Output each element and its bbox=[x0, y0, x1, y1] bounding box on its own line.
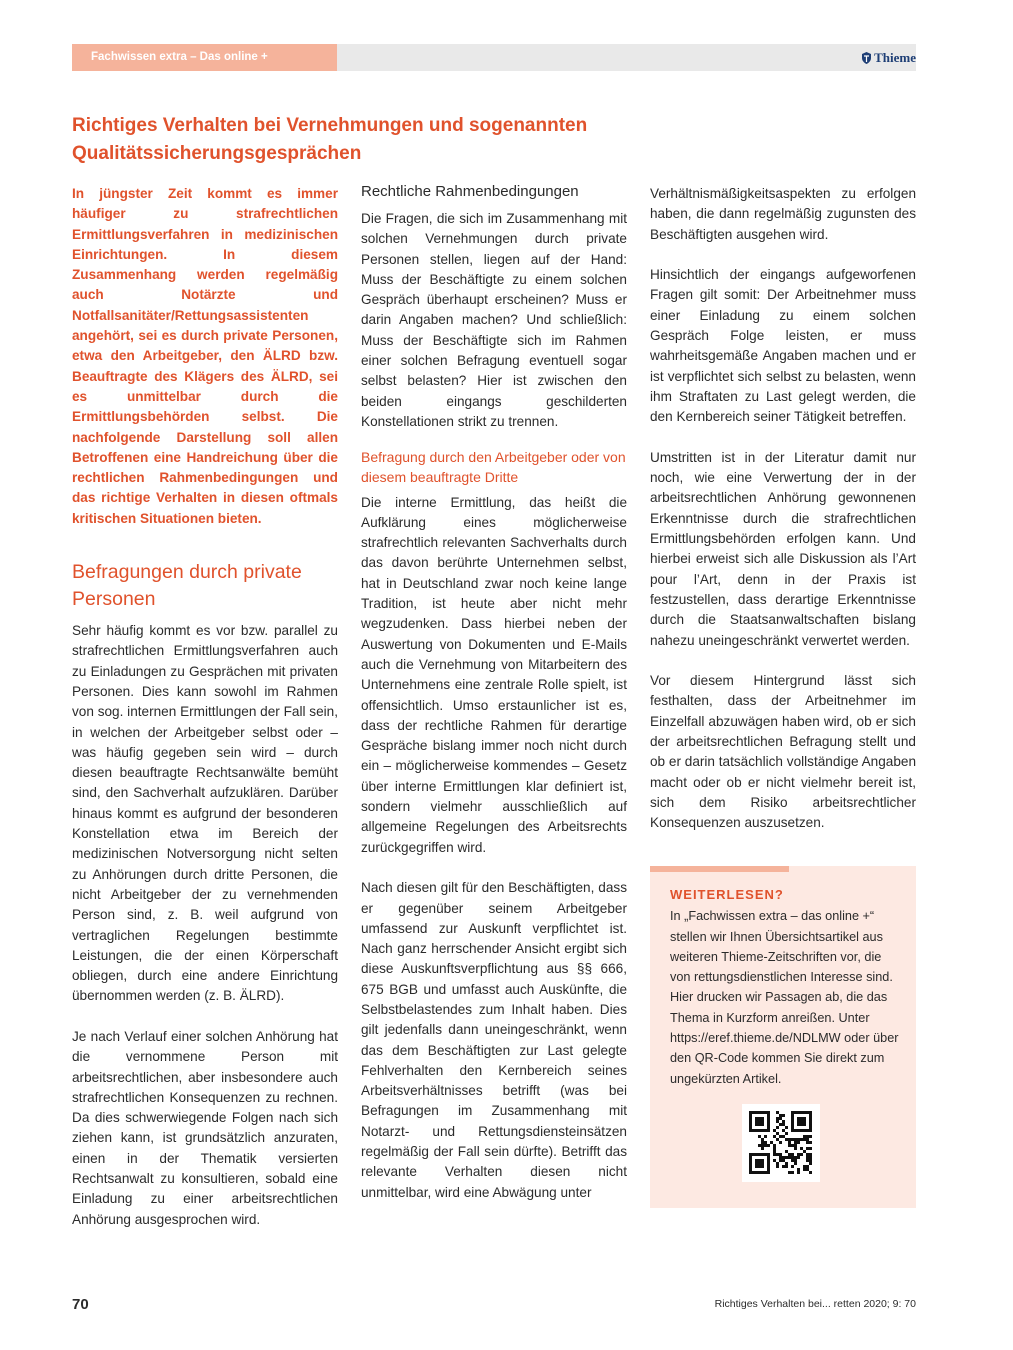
footer-citation: Richtiges Verhalten bei... retten 2020; 9: 70 bbox=[714, 1298, 916, 1310]
info-box-title: WEITERLESEN? bbox=[670, 887, 784, 902]
paragraph: Nach diesen gilt für den Beschäftigten, dass er gegenüber seinem Arbeitgeber umfassend zur Auskunft verpflichtet ist. Nach ganz herrschender Ansicht ergibt sich diese Auskunftsverpflichtung aus §§ 666, 675 BGB und umfasst auch Auskünfte, die Selbstbelastendes zum Inhalt haben. Dies gilt jedenfalls dann uneingeschränkt, wenn das dem Beschäftigten zur Last gelegte Fehlverhalten den Kernbereich seines Arbeitsverhältnisses betrifft (was bei Befragungen im Zusammenhang mit Notarzt- und Rettungsdiensteinsätzen regelmäßig der Fall sein dürfte). Betrifft das relevante Verhalten diesen nicht unmittelbar, wird eine Abwägung unter bbox=[361, 880, 627, 1200]
paragraph: Sehr häufig kommt es vor bzw. parallel zu strafrechtlichen Ermittlungsverfahren auch zu Einladungen zu Gesprächen mit privaten Personen. Dies kann sowohl im Rahmen von sog. internen Ermittlungen der Fall sein, in welchen der Arbeitgeber selbst oder – was häufig gegeben sein wird – durch diesen beauftragte Rechtsanwälte bemüht sind, den Sachverhalt aufzuklären. Darüber hinaus kommt es aufgrund der besonderen Konstellation etwa im Bereich der medizinischen Notversorgung nicht selten zu Anhörungen durch dritte Personen, die nicht Arbeitgeber der zu vernehmenden Person sind, z. B. weil aufgrund von vertraglichen Regelungen bestimmte Leistungen, die der einen Körperschaft obliegen, durch eine andere Einrichtung übernommen werden (z. B. ÄLRD). bbox=[72, 623, 338, 1004]
qr-code-icon[interactable] bbox=[742, 1104, 820, 1182]
column-3 bbox=[650, 184, 916, 854]
info-box-text: In „Fachwissen extra – das online +“ stellen wir Ihnen Übersichtsartikel aus weiteren Thieme-Zeitschriften vor, die von rettungsdienstlichen Interesse sind. Hier drucken wir Passagen ab, die das Thema in Kurzform anreißen. Unter https://eref.thieme.de/NDLMW oder über den QR-Code kommen Sie direkt zum ungekürzten Artikel. bbox=[670, 909, 899, 1086]
article-title: Richtiges Verhalten bei Vernehmungen und sogenannten Qualitätssicherungsgesprächen bbox=[72, 115, 588, 164]
page-number: 70 bbox=[72, 1296, 89, 1313]
subheading-arbeitgeber: Befragung durch den Arbeitgeber oder von diesem beauftragte Dritte bbox=[361, 448, 626, 485]
thieme-logo-icon bbox=[862, 52, 871, 64]
section-tag: Fachwissen extra – Das online + bbox=[72, 44, 337, 71]
paragraph: Die Fragen, die sich im Zusammenhang mit solchen Vernehmungen durch private Personen stellen, liegen auf der Hand: Muss der Beschäftigte zu einem solchen Gespräch überhaupt erscheinen? Muss er darin Angaben machen? Und schließlich: Muss der Beschäftigte sich im Rahmen einer solchen Befragung eventuell sogar selbst belasten? Hier ist zwischen den beiden eingangs geschilderten Konstellationen strikt zu trennen. bbox=[361, 211, 627, 429]
publisher-brand[interactable] bbox=[862, 44, 916, 71]
paragraph: Die interne Ermittlung, das heißt die Aufklärung eines möglicherweise strafrechtlich relevanten Sachverhalts durch das davon berührte Unternehmen selbst, hat in Deutschland zwar noch keine lange Tradition, ist heute aber nicht mehr wegzudenken. Dass hierbei neben der Auswertung von Dokumenten und E-Mails auch die Vernehmung von Mitarbeitern des Unternehmens eine zentrale Rolle spielt, ist offensichtlich. Umso erstaunlicher ist es, dass der rechtliche Rahmen für derartige Gespräche bislang immer noch nicht durch ein – möglicherweise kommendes – Gesetz über interne Ermittlungen klar definiert ist, sondern vielmehr ausschließlich auf allgemeine Regelungen des Arbeitsrechts zurückgegriffen wird. bbox=[361, 494, 627, 855]
info-box-content bbox=[670, 885, 900, 1089]
article-lead: In jüngster Zeit kommt es immer häufiger zu strafrechtlichen Ermittlungsverfahren in medizinischen Einrichtungen. In diesem Zusammenhang werden regelmäßig auch Notärzte und Notfallsanitäter/Rettungsassistenten angehört, sei es durch private Personen, etwa den Arbeitgeber, den ÄLRD bzw. Beauftragte des Klägers des ÄLRD, sei es unmittelbar durch die Ermittlungsbehörden selbst. Die nachfolgende Darstellung soll allen Betroffenen eine Handreichung über die rechtlichen Rahmenbedingungen und das richtige Verhalten in diesen oftmals kritischen Situationen bieten. bbox=[72, 186, 338, 526]
paragraph: Umstritten ist in der Literatur damit nur noch, wie eine Verwertung der in der arbeitsrechtlichen Anhörung gewonnenen Erkenntnisse durch die strafrechtlichen Ermittlungsbehörden erfolgen kann. Und hierbei erweist sich alle Diskussion als l’Art pour l’Art, denn in der Praxis ist festzustellen, dass derartige Erkenntnisse durch die Staatsanwaltschaften bislang nahezu uneingeschränkt verwertet werden. bbox=[650, 449, 916, 648]
column-1 bbox=[72, 184, 338, 1250]
paragraph: Vor diesem Hintergrund lässt sich festhalten, dass der Arbeitnehmer im Einzelfall abzuwägen haben wird, ob er sich der arbeitsrechtlichen Befragung stellt und ob er darin tatsächlich vollständige Angaben macht oder ob er nicht vielmehr bereit ist, sich dem Risiko arbeitsrechtlicher Konsequenzen auszusetzen. bbox=[650, 673, 917, 831]
section-heading-private: Befragungen durch private Personen bbox=[72, 561, 302, 611]
info-box-accent bbox=[650, 866, 789, 872]
column-2 bbox=[361, 184, 627, 1223]
brand-name: Thieme bbox=[874, 49, 916, 65]
paragraph: Hinsichtlich der eingangs aufgeworfenen Fragen gilt somit: Der Arbeitnehmer muss einer Einladung zu einem solchen Gespräch Folge leisten, er muss wahrheitsgemäße Angaben machen und er ist verpflichtet sich selbst zu belasten, wenn ihm Straftaten zu Last gelegt werden, die den Kernbereich seiner Tätigkeit betreffen. bbox=[650, 267, 916, 425]
paragraph: Je nach Verlauf einer solchen Anhörung hat die vernommene Person mit arbeitsrechtlichen, aber insbesondere auch strafrechtlichen Konsequenzen zu rechnen. Da dies schwerwiegende Folgen nach sich ziehen kann, ist grundsätzlich anzuraten, einen in der Thematik versierten Rechtsanwalt zu konsultieren, sobald eine Einladung zu einer arbeitsrechtlichen Anhörung ausgesprochen wird. bbox=[72, 1028, 338, 1227]
section-heading-rahmen: Rechtliche Rahmenbedingungen bbox=[361, 183, 579, 200]
paragraph: Verhältnismäßigkeitsaspekten zu erfolgen haben, die dann regelmäßig zugunsten des Beschäftigten ausgehen wird. bbox=[650, 186, 916, 242]
